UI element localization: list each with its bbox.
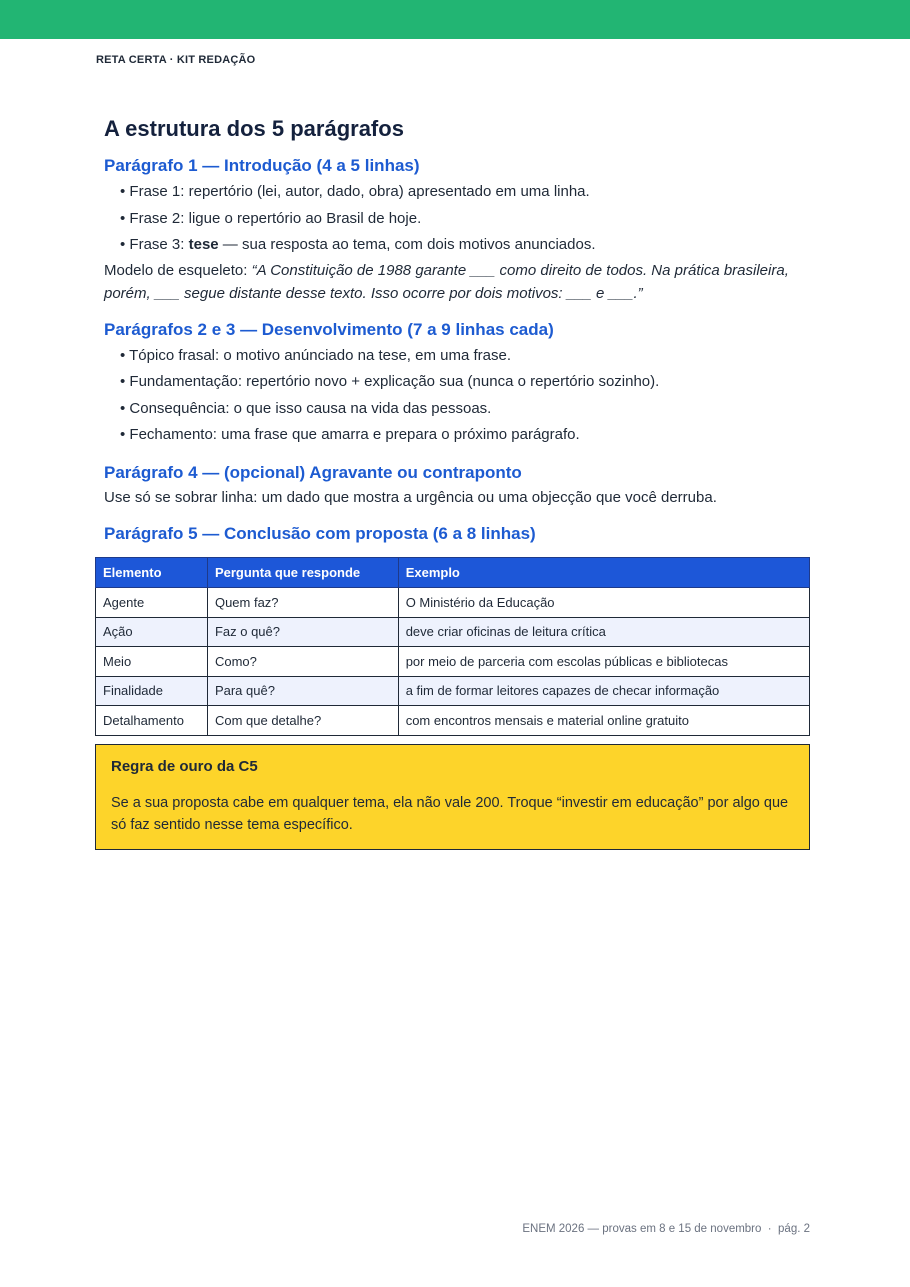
callout-text: Se a sua proposta cabe em qualquer tema, ela não vale 200. Troque “investir em educação” por algo que só faz sentido nesse tema específico.: [111, 795, 789, 833]
table-header-row: [96, 558, 810, 588]
section-heading-p5: Parágrafo 5 — Conclusão com proposta (6 a 8 linhas): [104, 523, 536, 543]
table-cell: Ação: [96, 617, 208, 647]
table-cell: por meio de parceria com escolas públicas e bibliotecas: [398, 647, 809, 677]
skeleton-model-text: “A Constituição de 1988 garante ___ como direito de todos. Na prática brasileira, porém, ___ segue distante desse texto. Isso ocorre por dois motivos: ___ e ___.”: [104, 261, 789, 302]
proposal-table: [95, 557, 810, 736]
top-accent-bar: [0, 0, 910, 39]
list-item: • Fechamento: uma frase que amarra e prepara o próximo parágrafo.: [120, 426, 580, 443]
table-cell: Com que detalhe?: [207, 706, 398, 736]
list-item: [120, 232, 810, 259]
table-row: [96, 676, 810, 706]
skeleton-model: [104, 259, 810, 305]
column-header: Exemplo: [398, 558, 809, 588]
list-item: • Frase 2: ligue o repertório ao Brasil de hoje.: [120, 209, 422, 227]
list-item: • Fundamentação: repertório novo + explicação sua (nunca o repertório sozinho).: [120, 373, 660, 390]
skeleton-model-label: Modelo de esqueleto:: [104, 261, 252, 279]
section-text-p4: Use só se sobrar linha: um dado que mostra a urgência ou uma objecção que você derruba.: [104, 488, 717, 506]
page-footer: ENEM 2026 — provas em 8 e 15 de novembro · pág. 2: [522, 1223, 810, 1235]
bullet-list-p1: [104, 179, 810, 259]
table-cell: Como?: [207, 647, 398, 677]
table-row: [96, 617, 810, 647]
table-cell: Quem faz?: [207, 588, 398, 618]
table-cell: Detalhamento: [96, 706, 208, 736]
table-cell: Meio: [96, 647, 208, 677]
table-cell: O Ministério da Educação: [398, 588, 809, 618]
table-cell: com encontros mensais e material online gratuito: [398, 706, 809, 736]
callout-title: Regra de ouro da C5: [111, 758, 258, 775]
section-heading-p1: Parágrafo 1 — Introdução (4 a 5 linhas): [104, 156, 420, 175]
list-item-suffix: — sua resposta ao tema, com dois motivos anunciados.: [218, 236, 596, 253]
list-item: • Frase 1: repertório (lei, autor, dado, obra) apresentado em uma linha.: [120, 183, 590, 200]
section-heading-p23: Parágrafos 2 e 3 — Desenvolvimento (7 a 9 linhas cada): [104, 319, 554, 339]
list-item-bold: tese: [188, 236, 219, 253]
table-cell: Para quê?: [207, 676, 398, 706]
page-content: [104, 114, 810, 546]
running-header: RETA CERTA · KIT REDAÇÃO: [96, 54, 256, 66]
list-item-prefix: • Frase 3:: [120, 236, 189, 253]
column-header: Pergunta que responde: [207, 558, 398, 588]
list-item: • Consequência: o que isso causa na vida das pessoas.: [120, 399, 492, 417]
page-title: A estrutura dos 5 parágrafos: [104, 116, 404, 141]
table-cell: deve criar oficinas de leitura crítica: [398, 617, 809, 647]
bullet-list-p23: [104, 343, 810, 449]
golden-rule-callout: [95, 744, 810, 850]
list-item: • Tópico frasal: o motivo anúnciado na tese, em uma frase.: [120, 346, 512, 364]
table-row: [96, 647, 810, 677]
table-cell: a fim de formar leitores capazes de checar informação: [398, 676, 809, 706]
table-cell: Faz o quê?: [207, 617, 398, 647]
column-header: Elemento: [96, 558, 208, 588]
table-cell: Agente: [96, 588, 208, 618]
table-cell: Finalidade: [96, 676, 208, 706]
table-row: [96, 706, 810, 736]
section-heading-p4: Parágrafo 4 — (opcional) Agravante ou contraponto: [104, 462, 522, 482]
table-row: [96, 588, 810, 618]
